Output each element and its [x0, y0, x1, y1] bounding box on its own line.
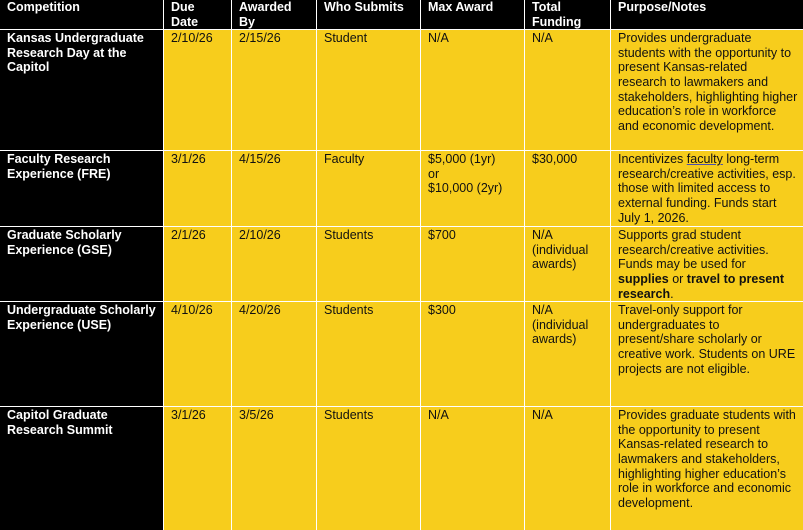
- purpose-notes: Provides graduate students with the opportunity to present Kansas-related research to lawmakers and stakeholders, highlighting higher education’s role in workforce and economic development.: [611, 407, 803, 530]
- total-funding: N/A (individual awards): [525, 227, 611, 302]
- awarded-by: 2/10/26: [232, 227, 317, 302]
- max-award-line: or: [428, 167, 517, 182]
- header-due-date: Due Date: [164, 0, 232, 30]
- due-date: 2/10/26: [164, 30, 232, 151]
- due-date: 2/1/26: [164, 227, 232, 302]
- purpose-text: Supports grad student research/creative activities. Funds may be used for: [618, 228, 769, 271]
- max-award: [421, 151, 525, 227]
- purpose-notes: Provides undergraduate students with the opportunity to present Kansas-related research to lawmakers and stakeholders, highlighting higher education’s role in workforce and economic development.: [611, 30, 803, 151]
- competition-name: Kansas Undergraduate Research Day at the Capitol: [0, 30, 164, 151]
- max-award: N/A: [421, 407, 525, 530]
- who-submits: Students: [317, 302, 421, 407]
- max-award-line: $5,000 (1yr): [428, 152, 517, 167]
- due-date: 4/10/26: [164, 302, 232, 407]
- purpose-underlined-text: faculty: [687, 152, 723, 166]
- purpose-notes: [611, 227, 803, 302]
- header-who-submits: Who Submits: [317, 0, 421, 30]
- max-award: $300: [421, 302, 525, 407]
- max-award-line: $10,000 (2yr): [428, 181, 517, 196]
- table-row: [0, 407, 803, 530]
- who-submits: Students: [317, 407, 421, 530]
- purpose-notes: Travel-only support for undergraduates to present/share scholarly or creative work. Students on URE projects are not eligible.: [611, 302, 803, 407]
- header-row: [0, 0, 803, 30]
- max-award: $700: [421, 227, 525, 302]
- due-date: 3/1/26: [164, 151, 232, 227]
- header-max-award: Max Award: [421, 0, 525, 30]
- due-date: 3/1/26: [164, 407, 232, 530]
- total-funding: $30,000: [525, 151, 611, 227]
- max-award: N/A: [421, 30, 525, 151]
- total-funding: N/A (individual awards): [525, 302, 611, 407]
- awarded-by: 3/5/26: [232, 407, 317, 530]
- awarded-by: 4/20/26: [232, 302, 317, 407]
- purpose-text: .: [670, 287, 673, 301]
- total-funding: N/A: [525, 407, 611, 530]
- who-submits: Students: [317, 227, 421, 302]
- table-row: [0, 227, 803, 302]
- purpose-notes: [611, 151, 803, 227]
- awarded-by: 2/15/26: [232, 30, 317, 151]
- purpose-text: Incentivizes: [618, 152, 687, 166]
- purpose-text: or: [669, 272, 687, 286]
- competition-name: Undergraduate Scholarly Experience (USE): [0, 302, 164, 407]
- competition-name: Capitol Graduate Research Summit: [0, 407, 164, 530]
- table-row: [0, 151, 803, 227]
- table-row: [0, 302, 803, 407]
- header-awarded-by: Awarded By: [232, 0, 317, 30]
- who-submits: Student: [317, 30, 421, 151]
- purpose-text: long-term research/creative activities, esp. those with limited access to external funding. Funds start July 1, 2026.: [618, 152, 796, 224]
- competition-name: Graduate Scholarly Experience (GSE): [0, 227, 164, 302]
- purpose-bold-text: supplies: [618, 272, 669, 286]
- header-competition: Competition: [0, 0, 164, 30]
- total-funding: N/A: [525, 30, 611, 151]
- competition-name: Faculty Research Experience (FRE): [0, 151, 164, 227]
- header-total-funding: Total Funding: [525, 0, 611, 30]
- awarded-by: 4/15/26: [232, 151, 317, 227]
- table-row: [0, 30, 803, 151]
- purpose-bold-text: travel to present research: [618, 272, 784, 301]
- who-submits: Faculty: [317, 151, 421, 227]
- header-purpose-notes: Purpose/Notes: [611, 0, 803, 30]
